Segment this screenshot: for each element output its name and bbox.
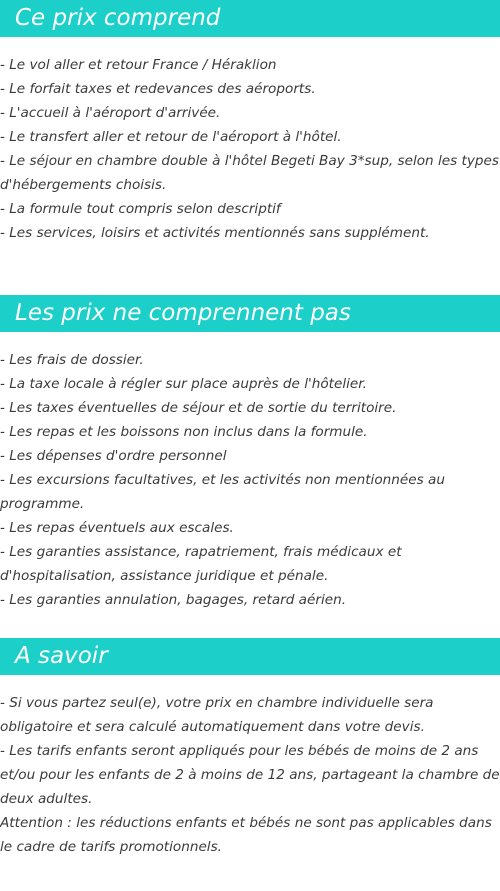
list-item: - Les garanties annulation, bagages, retard aérien. [0, 592, 347, 608]
list-item: - Le forfait taxes et redevances des aéroports. [0, 81, 316, 97]
list-item: - Les garanties assistance, rapatriement, frais médicaux et d'hospitalisation, assistance juridique et pénale. [0, 544, 402, 584]
section-title-price-includes: Ce prix comprend [0, 0, 500, 37]
list-item: - L'accueil à l'aéroport d'arrivée. [0, 105, 221, 121]
list-item: - Les services, loisirs et activités mentionnés sans supplément. [0, 225, 430, 241]
list-item: - Le séjour en chambre double à l'hôtel Begeti Bay 3*sup, selon les types d'hébergements choisis. [0, 153, 499, 193]
price-includes-list [0, 53, 500, 245]
section-title-good-to-know: A savoir [0, 638, 500, 675]
list-item: - Les tarifs enfants seront appliqués pour les bébés de moins de 2 ans et/ou pour les enfants de 2 à moins de 12 ans, partageant la chambre de deux adultes. [0, 743, 500, 807]
list-item: - La formule tout compris selon descriptif [0, 201, 281, 217]
list-item: - Si vous partez seul(e), votre prix en chambre individuelle sera obligatoire et sera calculé automatiquement dans votre devis. [0, 695, 434, 735]
list-item: - La taxe locale à régler sur place auprès de l'hôtelier. [0, 376, 367, 392]
list-item: - Le transfert aller et retour de l'aéroport à l'hôtel. [0, 129, 342, 145]
list-item: - Les frais de dossier. [0, 352, 144, 368]
list-item: - Les repas et les boissons non inclus dans la formule. [0, 424, 368, 440]
list-item: - Les repas éventuels aux escales. [0, 520, 234, 536]
good-to-know-list [0, 691, 500, 859]
list-item: - Le vol aller et retour France / Héraklion [0, 57, 277, 73]
list-item: - Les excursions facultatives, et les activités non mentionnées au programme. [0, 472, 445, 512]
price-excludes-list [0, 348, 500, 612]
list-item: Attention : les réductions enfants et bébés ne sont pas applicables dans le cadre de tarifs promotionnels. [0, 815, 492, 855]
list-item: - Les taxes éventuelles de séjour et de sortie du territoire. [0, 400, 397, 416]
list-item: - Les dépenses d'ordre personnel [0, 448, 227, 464]
section-title-price-excludes: Les prix ne comprennent pas [0, 295, 500, 332]
